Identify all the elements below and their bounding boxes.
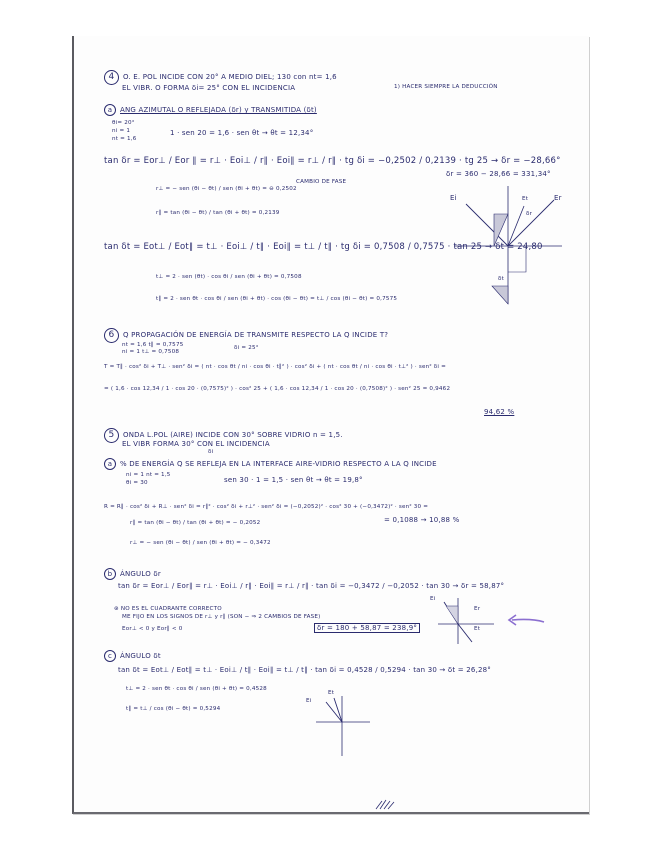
label-dt: δt (498, 276, 505, 282)
label-er: Er (554, 194, 562, 202)
label-et-5c: Et (328, 690, 335, 696)
et-vector (334, 698, 342, 722)
t-perp-4: t⊥ = 2 · sen (θt) · cos θi / sen (θi + θt) = 0,7508 (156, 274, 302, 280)
problem-5-statement-2: EL VIBR FORMA 30° CON EL INCIDENCIA (122, 440, 270, 448)
transmittance-result: 94,62 % (484, 408, 515, 416)
tan-delta-t-5: tan δt = Eot⊥ / Eot∥ = t⊥ · Eoi⊥ / t∥ · Eoi∥ = t⊥ / t∥ · tan δi = 0,4528 / 0,5294 · tan 30 → δt = 26,28° (118, 666, 492, 674)
ei-vector (326, 702, 342, 722)
purple-arrow-icon (506, 610, 546, 630)
problem-4a-given-2: ni = 1 (112, 128, 131, 134)
snell-law-5: sen 30 · 1 = 1,5 · sen θt → θt = 19,8° (224, 476, 363, 484)
field-diagram-5c (312, 694, 372, 758)
problem-4a-given-1: θi= 20° (112, 120, 135, 126)
r-perp-5: r⊥ = − sen (θi − θt) / sen (θi + θt) = − 0,3472 (130, 540, 271, 546)
problem-5a-given-2: θi = 30 (126, 480, 148, 486)
problem-5a-given-1: ni = 1 nt = 1,5 (126, 472, 171, 478)
r-par-5: r∥ = tan (θi − θt) / tan (θi + θt) = − 0,2052 (130, 520, 261, 526)
spiral-binding-icon (374, 798, 398, 810)
t-perp-5: t⊥ = 2 · sen θt · cos θi / sen (θi + θt) = 0,4528 (126, 686, 267, 692)
delta-r-fix-5: δr = 180 + 58,87 = 238,9° (314, 624, 420, 632)
margin-note: 1) HACER SIEMPRE LA DEDUCCIÓN (394, 84, 498, 90)
problem-5-number: 5 (104, 428, 119, 443)
problem-4b-title: 6 Q PROPAGACIÓN DE ENERGÍA DE TRANSMITE RESPECTO LA Q INCIDE T? (104, 328, 388, 343)
transmittance-line-1: T = T∥ · cos² δi + T⊥ · sen² δi = ( nt · cos θt / ni · cos θi · t∥² ) · cos² δi + ( nt · cos θt / ni · cos θi · t⊥² ) · sen² δi = (104, 364, 446, 370)
reflectance-line-2: = 0,1088 → 10,88 % (384, 516, 460, 524)
label-dr: δr (526, 211, 533, 217)
cambio-fase-note: CAMBIO DE FASE (296, 179, 347, 185)
t-par-4: t∥ = 2 · sen θt · cos θi / sen (θi + θt) · cos (θi − θt) = t⊥ / cos (θi − θt) = 0,7575 (156, 296, 398, 302)
notebook-page (72, 36, 589, 814)
label-ei-5c: Ei (306, 698, 312, 704)
quadrant-note-2: ME FIJO EN LOS SIGNOS DE r⊥ y r∥ (SON − ⇒ 2 CAMBIOS DE FASE) (122, 614, 321, 620)
problem-4b-given-3: δi = 25° (234, 345, 259, 351)
tan-delta-t-4: tan δt = Eot⊥ / Eot∥ = t⊥ · Eoi⊥ / t∥ · Eoi∥ = t⊥ / t∥ · tg δi = 0,7508 / 0,7575 · tan 25 → δt = 24,80 (104, 242, 543, 252)
problem-4b-given-2: ni = 1 t⊥ = 0,7508 (122, 349, 180, 355)
problem-4b-given-1: nt = 1,6 t∥ = 0,7575 (122, 342, 184, 348)
problem-4-statement: 4 O. E. POL INCIDE CON 20° A MEDIO DIEL; 130 con nt= 1,6 (104, 70, 337, 85)
snell-law-4: 1 · sen 20 = 1,6 · sen θt → θt = 12,34° (170, 129, 314, 137)
label-ei-5b: Ei (430, 596, 436, 602)
quadrant-note-1: ⊛ NO ES EL CUADRANTE CORRECTO (114, 606, 222, 612)
r-perp-4: r⊥ = − sen (θi − θt) / sen (θi + θt) = ⊖ 0,2502 (156, 186, 297, 192)
delta-r-fix-4: δr = 360 − 28,66 = 331,34° (446, 170, 551, 178)
problem-5-statement: 5 ONDA L.POL (AIRE) INCIDE CON 30° SOBRE VIDRIO n = 1,5. (104, 428, 343, 443)
problem-4-statement-2: EL VIBR. O FORMA δi= 25° CON EL INCIDENCIA (122, 84, 296, 92)
problem-4a-given-3: nt = 1,6 (112, 136, 137, 142)
problem-5c-title: c ÁNGULO δt (104, 650, 161, 662)
field-diagram-5b (436, 596, 496, 646)
label-er-5b: Er (474, 606, 481, 612)
et-vector (508, 206, 524, 246)
reflectance-line-1: R = R∥ · cos² δi + R⊥ · sen² δi = r∥² · cos² δi + r⊥² · sen² δi = (−0,2052)² · cos² 30 + (−0,3472)² · sen² 30 = (104, 504, 429, 510)
transmittance-line-2: = ( 1,6 · cos 12,34 / 1 · cos 20 · (0,7575)² ) · cos² 25 + ( 1,6 · cos 12,34 / 1 · cos 20 · (0,7508)² ) · sen² 25 = 0,9462 (104, 386, 451, 392)
problem-5a-title: a % DE ENERGÍA Q SE REFLEJA EN LA INTERFACE AIRE-VIDRIO RESPECTO A LA Q INCIDE (104, 458, 437, 470)
shaded-angle (446, 606, 458, 624)
quadrant-note-3: Eor⊥ < 0 y Eor∥ < 0 (122, 626, 183, 632)
problem-4a-title: a ANG AZIMUTAL O REFLEJADA (δr) y TRANSMITIDA (δt) (104, 104, 317, 116)
label-et-5b: Et (474, 626, 481, 632)
er-vector (508, 200, 554, 246)
r-par-4: r∥ = tan (θi − θt) / tan (θi + θt) = 0,2139 (156, 210, 280, 216)
problem-4-number: 4 (104, 70, 119, 85)
tan-delta-r-4: tan δr = Eor⊥ / Eor ∥ = r⊥ · Eoi⊥ / r∥ · Eoi∥ = r⊥ / r∥ · tg δi = −0,2502 / 0,2139 · tg 25 → δr = −28,66° (104, 156, 561, 166)
delta-i-note: δi (208, 449, 214, 455)
t-par-5: t∥ = t⊥ / cos (θi − θt) = 0,5294 (126, 706, 221, 712)
label-et: Et (522, 196, 529, 202)
problem-5b-title: b ÁNGULO δr (104, 568, 161, 580)
tan-delta-r-5: tan δr = Eor⊥ / Eor∥ = r⊥ · Eoi⊥ / r∥ · Eoi∥ = r⊥ / r∥ · tan δi = −0,3472 / −0,2052 · tan 30 → δr = 58,87° (118, 582, 505, 590)
label-ei: Ei (450, 194, 457, 202)
shaded-angle-lower (492, 286, 508, 304)
er-vector (458, 624, 472, 642)
